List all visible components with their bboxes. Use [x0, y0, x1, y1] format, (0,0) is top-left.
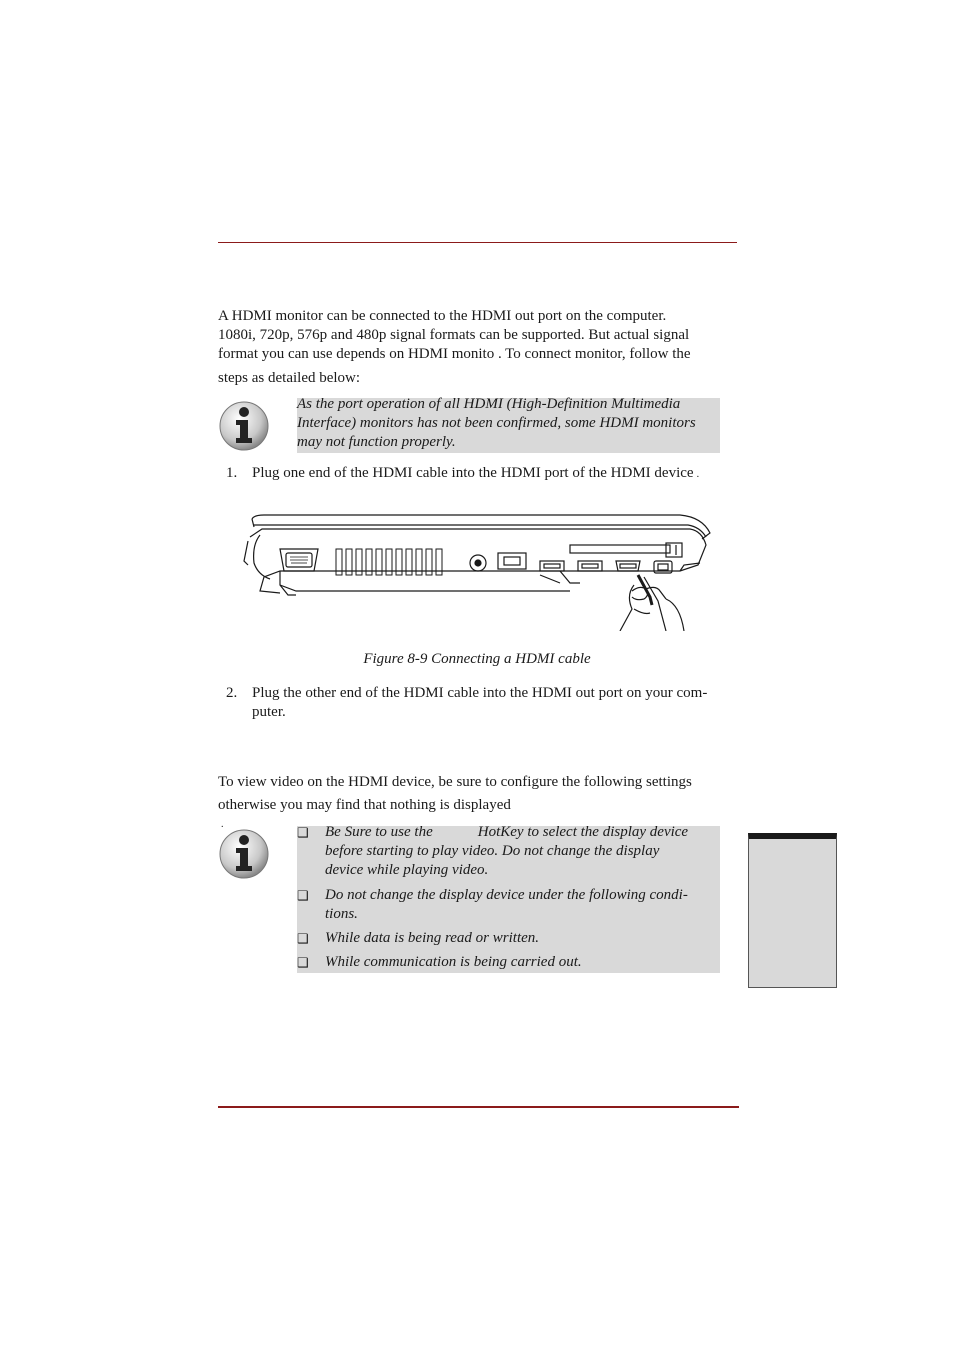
- note2-item-3-line-1: While data is being read or written.: [325, 930, 540, 946]
- note2-item-1-line-3: device while playing video.: [325, 862, 489, 878]
- info-icon: [218, 828, 270, 880]
- video-line-1: To view video on the HDMI device, be sure to configure the following settings: [218, 774, 692, 790]
- bullet-icon: ❑: [297, 955, 309, 970]
- step-1-text: [252, 464, 699, 484]
- intro-paragraph: [218, 307, 691, 388]
- note2-item-1-line-1: Be Sure to use the HotKey to select the display device: [325, 824, 689, 840]
- note1-line-3: may not function properly.: [297, 434, 456, 450]
- step-1-number: 1.: [226, 465, 238, 481]
- bullet-icon: ❑: [297, 888, 309, 903]
- step-2-line-1: Plug the other end of the HDMI cable into the HDMI out port on your com-: [252, 685, 708, 701]
- chapter-side-tab: [748, 833, 837, 988]
- laptop-hdmi-illustration: [240, 505, 712, 631]
- bullet-icon: ❑: [297, 825, 309, 840]
- note2-item-4-line-1: While communication is being carried out.: [325, 954, 582, 970]
- step-2-number: 2.: [226, 685, 238, 701]
- note2-item-2-line-2: tions.: [325, 906, 358, 922]
- note1-line-1: As the port operation of all HDMI (High-Definition Multimedia: [297, 396, 681, 412]
- intro-line-1: A HDMI monitor can be connected to the HDMI out port on the computer.: [218, 308, 667, 324]
- figure-caption: Figure 8-9 Connecting a HDMI cable: [363, 651, 591, 667]
- step-1-body: Plug one end of the HDMI cable into the HDMI port of the HDMI device: [252, 465, 694, 481]
- note2-item-1-line-2: before starting to play video. Do not change the display: [325, 843, 660, 859]
- intro-line-4: steps as detailed below:: [218, 370, 361, 386]
- intro-line-3: format you can use depends on HDMI monito . To connect monitor, follow the: [218, 346, 691, 362]
- note1-line-2: Interface) monitors has not been confirmed, some HDMI monitors: [297, 415, 696, 431]
- bullet-icon: ❑: [297, 931, 309, 946]
- header-rule: [218, 242, 737, 243]
- note-box-video-settings: [297, 826, 720, 973]
- note2-item-2-line-1: Do not change the display device under the following condi-: [325, 887, 688, 903]
- footer-rule: [218, 1106, 739, 1108]
- note-box-hdmi-compatibility: [297, 398, 720, 453]
- step-1-period: .: [696, 469, 700, 480]
- video-line-2-period: .: [221, 819, 224, 830]
- intro-line-2: 1080i, 720p, 576p and 480p signal formats can be supported. But actual signal: [218, 327, 690, 343]
- step-2-line-2: puter.: [252, 704, 286, 720]
- video-line-2-text: otherwise you may find that nothing is displayed: [218, 797, 511, 813]
- info-icon: [218, 400, 270, 452]
